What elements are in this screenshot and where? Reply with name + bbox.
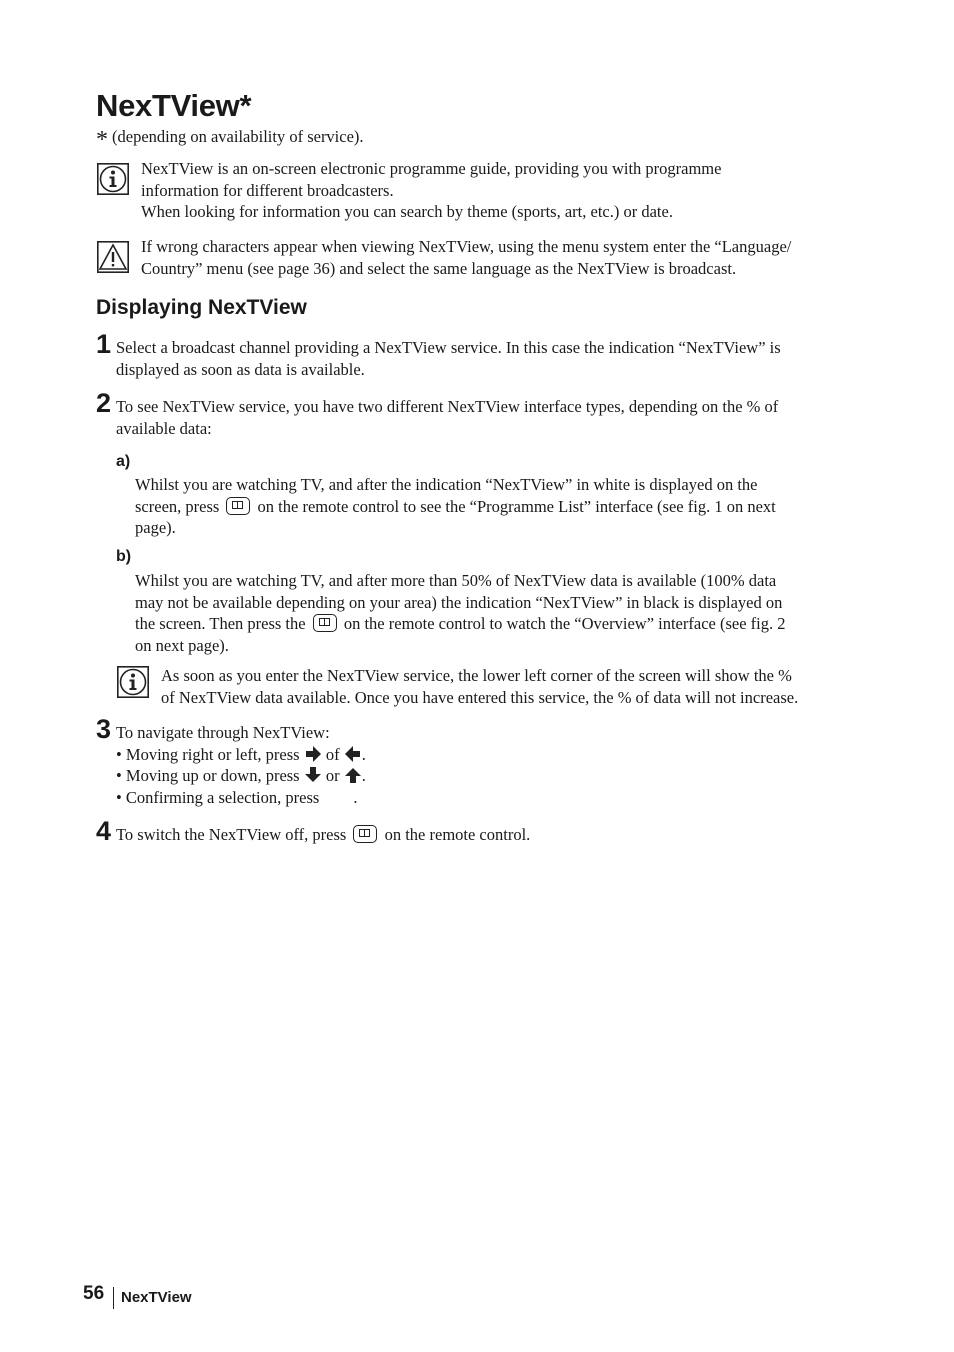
sub-step-text: on the remote control to see the “Programme List” interface (see fig. 1 on next [257, 496, 776, 516]
sub-step-label-a: a) [116, 453, 131, 470]
info-note-2 [161, 665, 866, 708]
sub-step-a-text [135, 474, 865, 539]
step-line: displayed as soon as data is available. [116, 359, 365, 379]
nextview-remote-button-icon [226, 497, 250, 515]
footer-section-label: NexTView [121, 1289, 192, 1306]
arrow-left-icon [344, 745, 362, 763]
page-title: NexTView* [96, 88, 252, 123]
arrow-right-icon [304, 745, 322, 763]
warning-note [141, 236, 866, 279]
bullet-text: Confirming a selection, press [125, 787, 320, 807]
step-3-text [116, 722, 866, 808]
sub-step-b-text [135, 570, 865, 656]
info-note [141, 158, 841, 223]
step-number: 2 [96, 388, 112, 418]
bullet-text: Moving right or left, press [125, 744, 300, 764]
step-4-text [116, 824, 866, 846]
bullet-item [116, 787, 866, 809]
info-note-line: When looking for information you can search by theme (sports, art, etc.) or date. [141, 202, 673, 221]
sub-step-text: the screen. Then press the [135, 614, 306, 633]
step-number: 3 [96, 714, 112, 744]
step-text: To switch the NexTView off, press [116, 825, 347, 844]
bullet-text: of [325, 744, 340, 764]
bullet: • [116, 766, 122, 785]
warning-note-line: If wrong characters appear when viewing NexTView, using the menu system enter the “Language/ [141, 237, 792, 256]
info-note-line: As soon as you enter the NexTView service, the lower left corner of the screen will show the % [161, 666, 792, 685]
sub-step-line [135, 613, 865, 635]
sub-step-text: screen, press [135, 496, 220, 516]
nextview-remote-button-icon [313, 614, 337, 632]
bullet-text: . [353, 787, 358, 807]
sub-step-line: Whilst you are watching TV, and after more than 50% of NexTView data is available (100% data [135, 571, 777, 590]
footnote-text: (depending on availability of service). [112, 127, 364, 146]
info-icon [117, 666, 149, 698]
title-footnote [96, 126, 364, 152]
sub-step-line: may not be available depending on your area) the indication “NexTView” in black is displayed on [135, 592, 783, 612]
bullet-text: Moving up or down, press [125, 766, 300, 785]
bullet-text: . [361, 744, 366, 764]
footnote-asterisk: * [96, 127, 108, 153]
step-number: 4 [96, 816, 112, 846]
sub-step-line: page). [135, 518, 176, 537]
arrow-up-icon [344, 766, 362, 784]
info-note-line: information for different broadcasters. [141, 180, 394, 200]
info-note-line: NexTView is an on-screen electronic programme guide, providing you with programme [141, 159, 722, 178]
footer-divider [113, 1287, 114, 1309]
step-line: To navigate through NexTView: [116, 723, 330, 742]
info-icon [97, 163, 129, 195]
page-number: 56 [83, 1283, 105, 1304]
bullet-text: or [325, 766, 340, 785]
sub-step-text: on the remote control to watch the “Overview” interface (see fig. 2 [343, 614, 786, 633]
sub-step-line [135, 496, 865, 518]
bullet: • [116, 787, 122, 807]
nextview-remote-button-icon [353, 825, 377, 843]
info-note-line: of NexTView data available. Once you have entered this service, the % of data will not increase. [161, 687, 799, 707]
step-2-text [116, 396, 866, 439]
step-number: 1 [96, 329, 112, 359]
bullet-item [116, 765, 866, 787]
arrow-down-icon [304, 766, 322, 784]
bullet-text: . [361, 766, 366, 785]
warning-note-line: Country” menu (see page 36) and select the same language as the NexTView is broadcast. [141, 258, 737, 278]
bullet-item [116, 744, 866, 766]
step-line: available data: [116, 418, 212, 438]
warning-icon [97, 241, 129, 273]
sub-step-line: Whilst you are watching TV, and after the indication “NexTView” in white is displayed on the [135, 475, 758, 494]
step-text: on the remote control. [384, 825, 531, 844]
step-line: Select a broadcast channel providing a NexTView service. In this case the indication “NexTView” is [116, 338, 781, 357]
step-line: To see NexTView service, you have two different NexTView interface types, depending on the % of [116, 397, 779, 416]
sub-step-label-b: b) [116, 548, 132, 565]
step-1-text [116, 337, 866, 380]
bullet: • [116, 744, 122, 764]
section-heading: Displaying NexTView [96, 296, 307, 319]
sub-step-line: on next page). [135, 635, 229, 655]
